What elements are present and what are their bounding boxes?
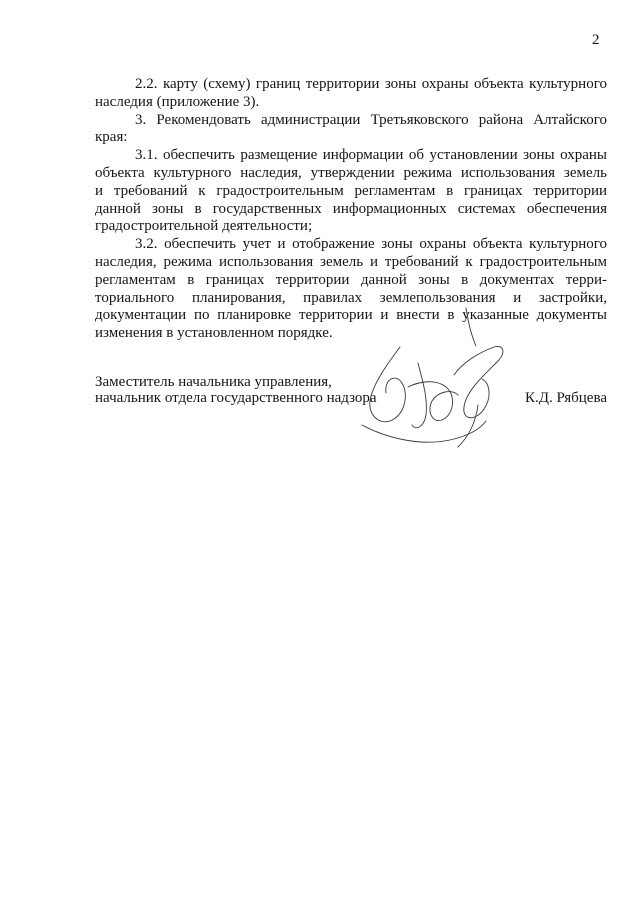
paragraph-3-2: [95, 236, 607, 343]
text-line: ториального планирования, правилах землепользования и застройки,: [95, 289, 607, 306]
text-line: 3. Рекомендовать администрации Третьяковского района Алтайского: [135, 111, 607, 128]
text-line: края:: [95, 129, 128, 146]
text-line: документации по планировке территории и внести в указанные документы: [95, 307, 607, 324]
text-line: изменения в установленном порядке.: [95, 325, 333, 342]
page-number: 2: [592, 32, 600, 48]
text-line: объекта культурного наследия, утверждении режима использования земель: [95, 164, 607, 181]
text-line: 3.1. обеспечить размещение информации об установлении зоны охраны: [135, 147, 607, 164]
text-line: наследия, режима использования земель и требований к градостроительным: [95, 253, 607, 270]
signature-stroke: [454, 346, 503, 417]
signer-name: К.Д. Рябцева: [524, 390, 607, 406]
signature-stroke: [458, 405, 478, 447]
paragraph-3: [95, 112, 607, 148]
paragraph-2-2: [95, 76, 607, 112]
paragraph-3-1: [95, 147, 607, 236]
signature-stroke: [408, 382, 458, 421]
text-line: и требований к градостроительным регламентам в границах территории: [95, 182, 607, 199]
text-line: данной зоны в государственных информационных системах обеспечения: [95, 200, 607, 217]
text-line: градостроительной деятельности;: [95, 218, 313, 235]
text-line: регламентам в границах территории данной зоны в документах терри-: [95, 271, 607, 288]
signature-stroke: [466, 308, 476, 346]
signature-stroke: [370, 347, 405, 422]
signer-position-line: начальник отдела государственного надзора: [95, 390, 377, 406]
signature-stroke: [412, 363, 426, 428]
signer-position: [95, 374, 395, 406]
text-line: наследия (приложение 3).: [95, 93, 260, 110]
signature-stroke: [362, 421, 486, 442]
document-body: [95, 76, 607, 343]
handwritten-signature: [358, 300, 510, 450]
text-line: 3.2. обеспечить учет и отображение зоны охраны объекта культурного: [135, 236, 607, 253]
text-line: 2.2. карту (схему) границ территории зоны охраны объекта культурного: [135, 76, 607, 92]
signer-position-line: Заместитель начальника управления,: [95, 374, 332, 390]
